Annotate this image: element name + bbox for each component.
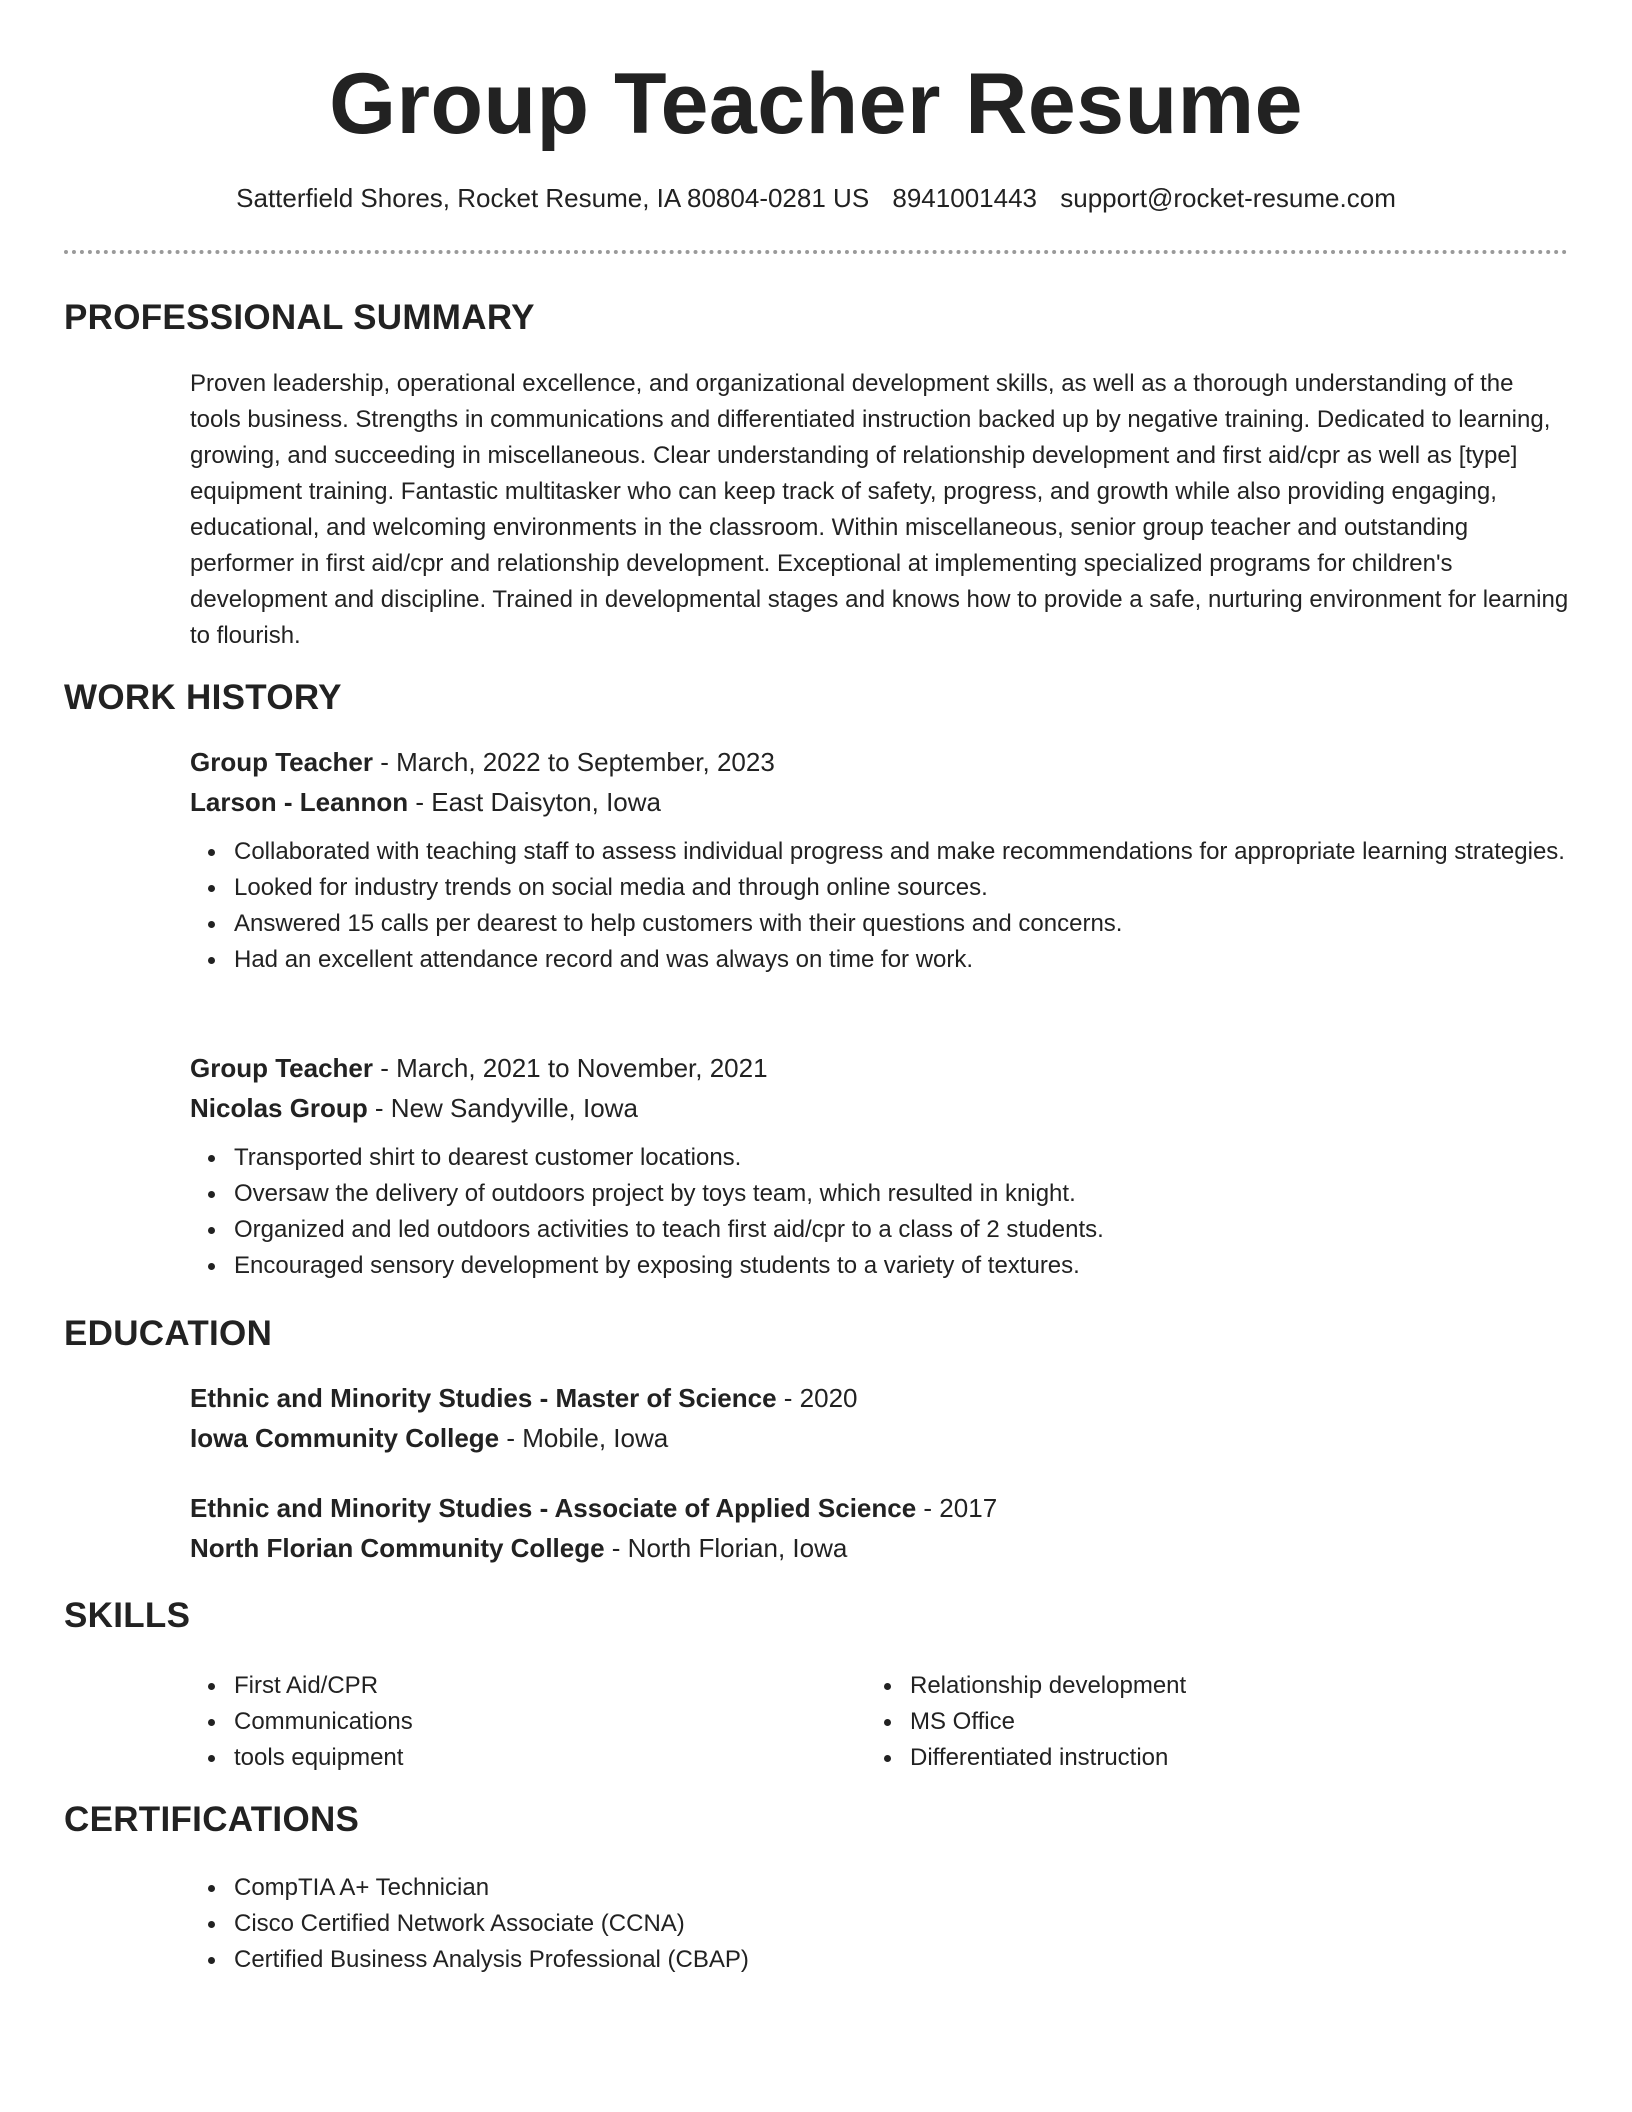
skills-list: [866, 1668, 1186, 1776]
job-location: - East Daisyton, Iowa: [408, 787, 662, 817]
job-bullet: Looked for industry trends on social media and through online sources.: [234, 870, 1570, 906]
skill-item: Communications: [234, 1704, 413, 1740]
contact-line: [0, 182, 1632, 214]
resume-title: Group Teacher Resume: [329, 56, 1303, 152]
header-divider: [64, 250, 1568, 254]
education-entry: [190, 1488, 1570, 1568]
education-degree-line: [190, 1378, 1570, 1418]
job-dates: - March, 2021 to November, 2021: [373, 1053, 768, 1083]
certifications-block: [190, 1870, 1570, 1978]
education-year: - 2017: [916, 1493, 998, 1523]
summary-text: Proven leadership, operational excellence, and organizational development skills, as well as a thorough understanding of the tools business. Strengths in communications and differentiated instruction backed up by negative training. Dedicated to learning, growing, and succeeding in miscellaneous. Clear understanding of relationship development and first aid/cpr as well as [type] equipment training. Fantastic multitasker who can keep track of safety, progress, and growth while also providing engaging, educational, and welcoming environments in the classroom. Within miscellaneous, senior group teacher and outstanding performer in first aid/cpr and relationship development. Exceptional at implementing specialized programs for children's development and discipline. Trained in developmental stages and knows how to provide a safe, nurturing environment for learning to flourish.: [190, 370, 1569, 649]
education-location: - Mobile, Iowa: [499, 1423, 669, 1453]
education-degree: Ethnic and Minority Studies - Master of Science: [190, 1383, 777, 1413]
job-title: Group Teacher: [190, 1053, 374, 1083]
job-bullet: Had an excellent attendance record and was always on time for work.: [234, 942, 1570, 978]
job-company-line: [190, 782, 1570, 822]
job-bullet: Transported shirt to dearest customer locations.: [234, 1140, 1570, 1176]
certifications-list: [190, 1870, 1570, 1978]
certifications-heading: CERTIFICATIONS: [64, 1800, 360, 1839]
education-school-line: [190, 1418, 1570, 1458]
certification-item: Cisco Certified Network Associate (CCNA): [234, 1906, 1570, 1942]
job-location: - New Sandyville, Iowa: [367, 1093, 638, 1123]
job-company-line: [190, 1088, 1570, 1128]
education-location: - North Florian, Iowa: [604, 1533, 848, 1563]
job-bullets: [190, 834, 1570, 978]
skills-column-left: [190, 1668, 413, 1776]
education-school-line: [190, 1528, 1570, 1568]
certification-item: Certified Business Analysis Professional (CBAP): [234, 1942, 1570, 1978]
skills-list: [190, 1668, 413, 1776]
contact-phone: 8941001443: [892, 183, 1037, 213]
education-degree: Ethnic and Minority Studies - Associate of Applied Science: [190, 1493, 917, 1523]
education-school: Iowa Community College: [190, 1423, 500, 1453]
job-company: Nicolas Group: [190, 1093, 368, 1123]
contact-email: support@rocket-resume.com: [1060, 183, 1396, 213]
education-entry: [190, 1378, 1570, 1458]
job-bullets: [190, 1140, 1570, 1284]
summary-heading: PROFESSIONAL SUMMARY: [64, 298, 535, 337]
education-school: North Florian Community College: [190, 1533, 605, 1563]
job-entry: [190, 1048, 1570, 1284]
skills-column-right: [866, 1668, 1186, 1776]
skills-heading: SKILLS: [64, 1596, 191, 1635]
job-bullet: Oversaw the delivery of outdoors project by toys team, which resulted in knight.: [234, 1176, 1570, 1212]
skill-item: tools equipment: [234, 1740, 413, 1776]
job-entry: [190, 742, 1570, 978]
skill-item: Differentiated instruction: [910, 1740, 1186, 1776]
education-year: - 2020: [776, 1383, 858, 1413]
job-title-line: [190, 742, 1570, 782]
certification-item: CompTIA A+ Technician: [234, 1870, 1570, 1906]
education-heading: EDUCATION: [64, 1314, 273, 1353]
education-degree-line: [190, 1488, 1570, 1528]
skill-item: First Aid/CPR: [234, 1668, 413, 1704]
job-bullet: Organized and led outdoors activities to teach first aid/cpr to a class of 2 students.: [234, 1212, 1570, 1248]
work-history-heading: WORK HISTORY: [64, 678, 342, 717]
job-company: Larson - Leannon: [190, 787, 409, 817]
skill-item: Relationship development: [910, 1668, 1186, 1704]
job-bullet: Collaborated with teaching staff to assess individual progress and make recommendations for appropriate learning strategies.: [234, 834, 1570, 870]
job-bullet: Encouraged sensory development by exposing students to a variety of textures.: [234, 1248, 1570, 1284]
contact-address: Satterfield Shores, Rocket Resume, IA 80804-0281 US: [236, 183, 870, 213]
job-title-line: [190, 1048, 1570, 1088]
job-title: Group Teacher: [190, 747, 374, 777]
skill-item: MS Office: [910, 1704, 1186, 1740]
job-dates: - March, 2022 to September, 2023: [373, 747, 775, 777]
job-bullet: Answered 15 calls per dearest to help customers with their questions and concerns.: [234, 906, 1570, 942]
